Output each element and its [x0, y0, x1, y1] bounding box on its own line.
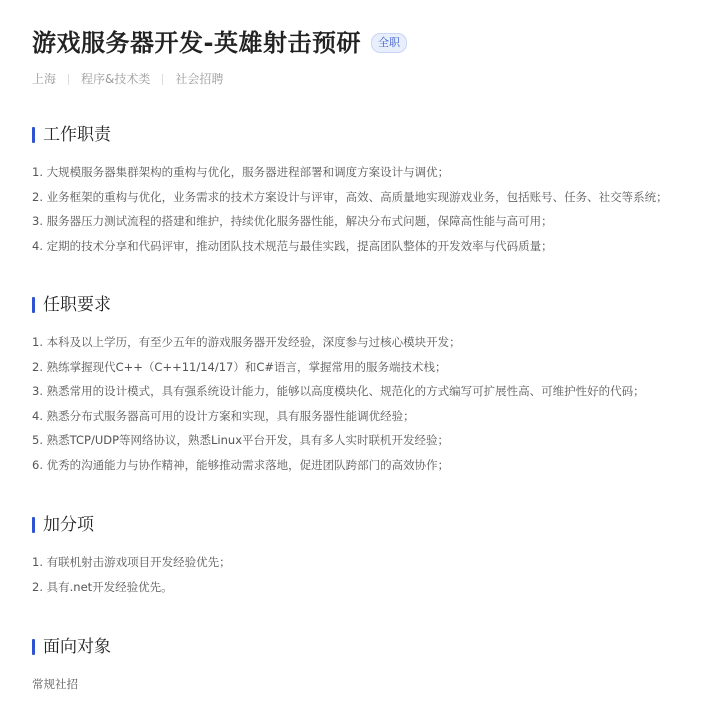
- job-title: 游戏服务器开发-英雄射击预研: [32, 29, 361, 57]
- section-requirements: [32, 292, 702, 477]
- section-title: 任职要求: [43, 295, 111, 315]
- title-row: [32, 26, 407, 60]
- list-item: 5. 熟悉TCP/UDP等网络协议，熟悉Linux平台开发，具有多人实时联机开发经验；: [32, 433, 450, 447]
- section-duties: [32, 122, 702, 258]
- list-item: 4. 熟悉分布式服务器高可用的设计方案和实现，具有服务器性能调优经验；: [32, 408, 415, 423]
- meta-divider: [68, 74, 69, 85]
- section-header: [32, 292, 702, 318]
- section-header: [32, 122, 702, 148]
- section-audience: [32, 634, 702, 696]
- section-title: 工作职责: [43, 125, 111, 145]
- list-item: 1. 本科及以上学历，有至少五年的游戏服务器开发经验，深度参与过核心模块开发；: [32, 335, 461, 349]
- section-title: 面向对象: [43, 637, 111, 657]
- requirements-list: [32, 330, 702, 477]
- list-item: 1. 大规模服务器集群架构的重构与优化，服务器进程部署和调度方案设计与调优；: [32, 165, 450, 179]
- list-item: 1. 有联机射击游戏项目开发经验优先；: [32, 555, 231, 569]
- section-accent-bar: [32, 639, 35, 655]
- meta-divider: [162, 74, 163, 85]
- section-bonus: [32, 512, 702, 599]
- list-item: 3. 服务器压力测试流程的搭建和维护，持续优化服务器性能，解决分布式问题，保障高性能与高可用；: [32, 214, 553, 228]
- bonus-list: [32, 550, 702, 599]
- section-header: [32, 512, 702, 538]
- list-item: 2. 熟练掌握现代C++（C++11/14/17）和C#语言，掌握常用的服务端技术栈；: [32, 359, 447, 374]
- job-type-badge: 全职: [371, 33, 407, 53]
- list-item: 6. 优秀的沟通能力与协作精神，能够推动需求落地，促进团队跨部门的高效协作；: [32, 457, 450, 472]
- list-item: 4. 定期的技术分享和代码评审，推动团队技术规范与最佳实践，提高团队整体的开发效率与代码质量；: [32, 238, 553, 253]
- list-item: 3. 熟悉常用的设计模式，具有强系统设计能力，能够以高度模块化、规范化的方式编写可扩展性高、可维护性好的代码；: [32, 384, 645, 398]
- audience-text: 常规社招: [32, 677, 78, 691]
- section-accent-bar: [32, 297, 35, 313]
- section-title: 加分项: [43, 515, 94, 535]
- job-recruit-type: 社会招聘: [175, 72, 224, 86]
- job-meta: [32, 70, 223, 88]
- job-location: 上海: [32, 72, 57, 86]
- section-accent-bar: [32, 127, 35, 143]
- job-category: 程序&技术类: [81, 72, 151, 86]
- section-header: [32, 634, 702, 660]
- duties-list: [32, 160, 702, 258]
- section-accent-bar: [32, 517, 35, 533]
- list-item: 2. 业务框架的重构与优化，业务需求的技术方案设计与评审，高效、高质量地实现游戏业务，包括账号、任务、社交等系统；: [32, 189, 668, 204]
- list-item: 2. 具有.net开发经验优先。: [32, 579, 173, 594]
